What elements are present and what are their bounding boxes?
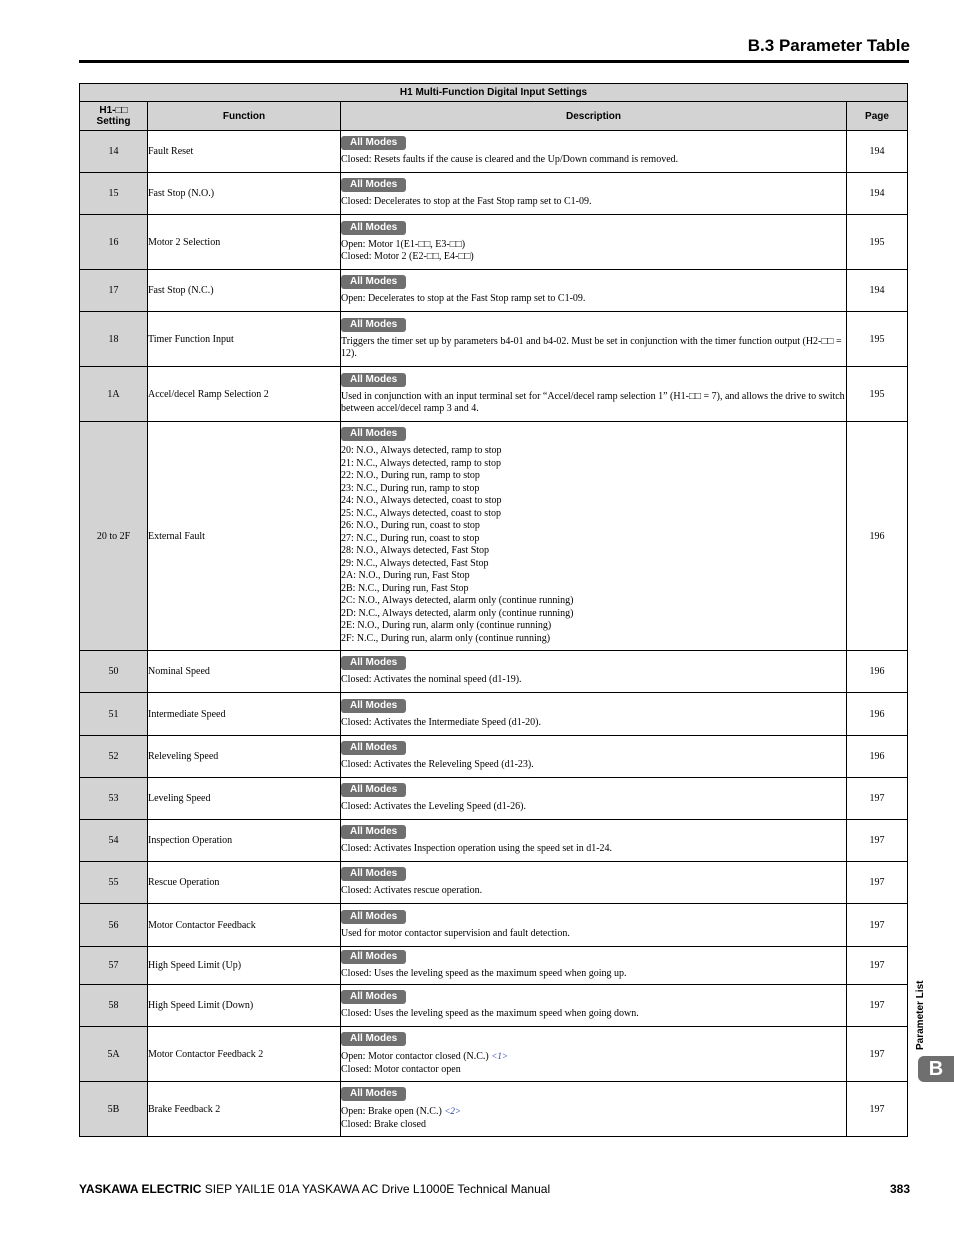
description-line-row [341, 520, 846, 533]
function-cell: High Speed Limit (Up) [148, 947, 341, 985]
description-line: Closed: Activates Inspection operation using the speed set in d1-24. [341, 843, 613, 855]
description-line-row [341, 483, 846, 496]
setting-cell: 17 [80, 270, 148, 312]
description-line: 26: N.O., During run, coast to stop [341, 520, 480, 531]
description-line-row [341, 570, 846, 583]
page-cell: 196 [847, 422, 908, 651]
page-cell: 197 [847, 778, 908, 820]
description-line: 2C: N.O., Always detected, alarm only (continue running) [341, 595, 574, 606]
description-line: Closed: Activates the Releveling Speed (d1-23). [341, 759, 534, 771]
page-cell: 197 [847, 985, 908, 1027]
all-modes-badge: All Modes [341, 1032, 406, 1046]
all-modes-badge: All Modes [341, 318, 406, 332]
page-cell: 195 [847, 215, 908, 270]
description-cell [341, 693, 847, 736]
description-line: Closed: Activates rescue operation. [341, 885, 483, 897]
function-cell: Fast Stop (N.C.) [148, 270, 341, 312]
section-title: B.3 Parameter Table [747, 36, 910, 55]
page-cell: 196 [847, 736, 908, 778]
table-row [80, 651, 908, 693]
page-cell: 196 [847, 693, 908, 736]
description-line-row [341, 1105, 846, 1119]
setting-cell: 55 [80, 862, 148, 904]
description-cell [341, 651, 847, 693]
description-line: Closed: Brake closed [341, 1118, 426, 1130]
table-row [80, 736, 908, 778]
description-line-row [341, 196, 846, 209]
description-line: Open: Motor contactor closed (N.C.) [341, 1051, 489, 1062]
description-line-row [341, 759, 846, 772]
page-cell: 194 [847, 131, 908, 173]
description-line-row [341, 885, 846, 898]
description-cell [341, 947, 847, 985]
function-cell: Brake Feedback 2 [148, 1082, 341, 1137]
description-line-row [341, 445, 846, 458]
setting-cell: 20 to 2F [80, 422, 148, 651]
page-cell: 197 [847, 1027, 908, 1082]
table-row [80, 270, 908, 312]
table-row [80, 862, 908, 904]
description-cell [341, 173, 847, 215]
function-cell: Motor Contactor Feedback [148, 904, 341, 947]
description-line-row [341, 674, 846, 687]
page-footer [79, 1182, 910, 1196]
description-line: Open: Motor 1(E1-□□, E3-□□) [341, 238, 466, 250]
description-line-row [341, 928, 846, 941]
function-cell: Releveling Speed [148, 736, 341, 778]
description-line: Triggers the timer set up by parameters b4-01 and b4-02. Must be set in conjunction with the timer function output (H2-□□ = 12). [341, 335, 845, 359]
all-modes-badge: All Modes [341, 741, 406, 755]
description-line: 2B: N.C., During run, Fast Stop [341, 582, 469, 594]
setting-cell: 53 [80, 778, 148, 820]
table-row [80, 131, 908, 173]
description-line: 28: N.O., Always detected, Fast Stop [341, 545, 490, 556]
description-line-row [341, 391, 846, 416]
description-line-row [341, 583, 846, 596]
description-line: Used for motor contactor supervision and fault detection. [341, 927, 570, 939]
description-line-row [341, 251, 846, 264]
all-modes-badge: All Modes [341, 783, 406, 797]
all-modes-badge: All Modes [341, 656, 406, 670]
column-header-description: Description [341, 102, 847, 131]
table-row [80, 985, 908, 1027]
column-header-setting-label: H1-□□ Setting [96, 105, 131, 127]
description-line-row [341, 801, 846, 814]
function-cell: Rescue Operation [148, 862, 341, 904]
all-modes-badge: All Modes [341, 867, 406, 881]
all-modes-badge: All Modes [341, 427, 406, 441]
description-cell [341, 820, 847, 862]
description-line: Closed: Motor contactor open [341, 1063, 461, 1075]
all-modes-badge: All Modes [341, 136, 406, 150]
setting-cell: 56 [80, 904, 148, 947]
description-line-row [341, 558, 846, 571]
description-line: Closed: Decelerates to stop at the Fast Stop ramp set to C1-09. [341, 196, 592, 208]
description-line-row [341, 495, 846, 508]
description-line: Open: Brake open (N.C.) [341, 1106, 442, 1117]
function-cell: Motor 2 Selection [148, 215, 341, 270]
table-title: H1 Multi-Function Digital Input Settings [80, 84, 908, 102]
description-line-row [341, 545, 846, 558]
all-modes-badge: All Modes [341, 910, 406, 924]
description-cell [341, 131, 847, 173]
description-cell [341, 215, 847, 270]
setting-cell: 50 [80, 651, 148, 693]
description-cell [341, 1027, 847, 1082]
description-cell [341, 270, 847, 312]
setting-cell: 16 [80, 215, 148, 270]
table-row [80, 312, 908, 367]
description-line-row [341, 508, 846, 521]
setting-cell: 18 [80, 312, 148, 367]
all-modes-badge: All Modes [341, 1087, 406, 1101]
setting-cell: 5B [80, 1082, 148, 1137]
description-line: 21: N.C., Always detected, ramp to stop [341, 457, 501, 469]
table-row [80, 1027, 908, 1082]
description-line-row [341, 336, 846, 361]
table-body [80, 131, 908, 1137]
page-cell: 195 [847, 312, 908, 367]
description-cell [341, 985, 847, 1027]
page-cell: 197 [847, 820, 908, 862]
header-rule [79, 60, 909, 63]
description-line-row [341, 458, 846, 471]
description-cell [341, 1082, 847, 1137]
description-line: Closed: Uses the leveling speed as the maximum speed when going up. [341, 968, 627, 980]
page-cell: 197 [847, 904, 908, 947]
description-cell [341, 862, 847, 904]
description-line-row [341, 1008, 846, 1021]
description-line-row [341, 608, 846, 621]
description-cell [341, 778, 847, 820]
footnote-reference-link[interactable]: <2> [444, 1106, 461, 1116]
description-cell [341, 904, 847, 947]
table-row [80, 778, 908, 820]
description-line: 2A: N.O., During run, Fast Stop [341, 570, 470, 581]
table-row [80, 947, 908, 985]
description-line-row [341, 1050, 846, 1064]
description-line-row [341, 1119, 846, 1132]
description-cell [341, 367, 847, 422]
description-line: Open: Decelerates to stop at the Fast Stop ramp set to C1-09. [341, 293, 586, 305]
function-cell: Inspection Operation [148, 820, 341, 862]
table-row [80, 215, 908, 270]
description-line-row [341, 239, 846, 252]
function-cell: Fault Reset [148, 131, 341, 173]
setting-cell: 1A [80, 367, 148, 422]
description-line: Closed: Uses the leveling speed as the maximum speed when going down. [341, 1008, 639, 1020]
setting-cell: 58 [80, 985, 148, 1027]
all-modes-badge: All Modes [341, 373, 406, 387]
function-cell: Motor Contactor Feedback 2 [148, 1027, 341, 1082]
column-header-page: Page [847, 102, 908, 131]
function-cell: Leveling Speed [148, 778, 341, 820]
all-modes-badge: All Modes [341, 275, 406, 289]
parameter-table [79, 83, 908, 1137]
all-modes-badge: All Modes [341, 221, 406, 235]
page-cell: 195 [847, 367, 908, 422]
description-line: 2F: N.C., During run, alarm only (continue running) [341, 632, 551, 644]
all-modes-badge: All Modes [341, 178, 406, 192]
setting-cell: 5A [80, 1027, 148, 1082]
description-cell [341, 422, 847, 651]
table-row [80, 173, 908, 215]
description-line: Used in conjunction with an input terminal set for “Accel/decel ramp selection 1” (H1-□□ = 7), and allows the drive to switch between accel/decel ramp 3 and 4. [341, 390, 848, 414]
description-line-row [341, 1064, 846, 1077]
page-cell: 197 [847, 1082, 908, 1137]
description-line: 2D: N.C., Always detected, alarm only (continue running) [341, 607, 574, 619]
setting-cell: 54 [80, 820, 148, 862]
function-cell: Intermediate Speed [148, 693, 341, 736]
description-line-row [341, 843, 846, 856]
description-line: 22: N.O., During run, ramp to stop [341, 470, 480, 481]
description-line: Closed: Activates the Leveling Speed (d1-26). [341, 801, 526, 813]
description-line-row [341, 533, 846, 546]
side-tab-letter[interactable]: B [918, 1056, 954, 1082]
setting-cell: 52 [80, 736, 148, 778]
setting-cell: 14 [80, 131, 148, 173]
description-line: 2E: N.O., During run, alarm only (continue running) [341, 620, 552, 631]
setting-cell: 15 [80, 173, 148, 215]
function-cell: High Speed Limit (Down) [148, 985, 341, 1027]
page-cell: 197 [847, 862, 908, 904]
description-line: 23: N.C., During run, ramp to stop [341, 482, 480, 494]
description-line-row [341, 968, 846, 981]
all-modes-badge: All Modes [341, 950, 406, 964]
description-line: 27: N.C., During run, coast to stop [341, 532, 480, 544]
description-line-row [341, 620, 846, 633]
function-cell: Fast Stop (N.O.) [148, 173, 341, 215]
description-line: Closed: Motor 2 (E2-□□, E4-□□) [341, 251, 474, 262]
page-cell: 194 [847, 173, 908, 215]
footer-brand: YASKAWA ELECTRIC [79, 1182, 202, 1196]
description-line: 25: N.C., Always detected, coast to stop [341, 507, 501, 519]
function-cell: Timer Function Input [148, 312, 341, 367]
table-row [80, 367, 908, 422]
table-row [80, 904, 908, 947]
column-header-setting [80, 102, 148, 131]
description-line: 24: N.O., Always detected, coast to stop [341, 495, 502, 506]
all-modes-badge: All Modes [341, 825, 406, 839]
description-line: Closed: Activates the nominal speed (d1-19). [341, 674, 522, 686]
description-cell [341, 736, 847, 778]
table-row [80, 820, 908, 862]
description-line: 20: N.O., Always detected, ramp to stop [341, 445, 502, 456]
description-line: Closed: Activates the Intermediate Speed (d1-20). [341, 716, 541, 728]
description-line-row [341, 293, 846, 306]
description-line-row [341, 633, 846, 646]
description-cell [341, 312, 847, 367]
page-cell: 197 [847, 947, 908, 985]
description-line-row [341, 595, 846, 608]
column-header-function: Function [148, 102, 341, 131]
function-cell: External Fault [148, 422, 341, 651]
description-line-row [341, 154, 846, 167]
description-line: Closed: Resets faults if the cause is cleared and the Up/Down command is removed. [341, 154, 679, 166]
function-cell: Accel/decel Ramp Selection 2 [148, 367, 341, 422]
page-cell: 194 [847, 270, 908, 312]
page-cell: 196 [847, 651, 908, 693]
description-line-row [341, 717, 846, 730]
all-modes-badge: All Modes [341, 699, 406, 713]
side-tab-label-text: Parameter List [915, 980, 926, 1050]
description-line: 29: N.C., Always detected, Fast Stop [341, 557, 489, 569]
footnote-reference-link[interactable]: <1> [491, 1051, 508, 1061]
footer-manual-title: SIEP YAIL1E 01A YASKAWA AC Drive L1000E Technical Manual [201, 1182, 551, 1196]
function-cell: Nominal Speed [148, 651, 341, 693]
table-row [80, 693, 908, 736]
all-modes-badge: All Modes [341, 990, 406, 1004]
description-line-row [341, 470, 846, 483]
footer-page-number: 383 [889, 1182, 910, 1196]
setting-cell: 51 [80, 693, 148, 736]
setting-cell: 57 [80, 947, 148, 985]
table-row [80, 1082, 908, 1137]
table-row [80, 422, 908, 651]
